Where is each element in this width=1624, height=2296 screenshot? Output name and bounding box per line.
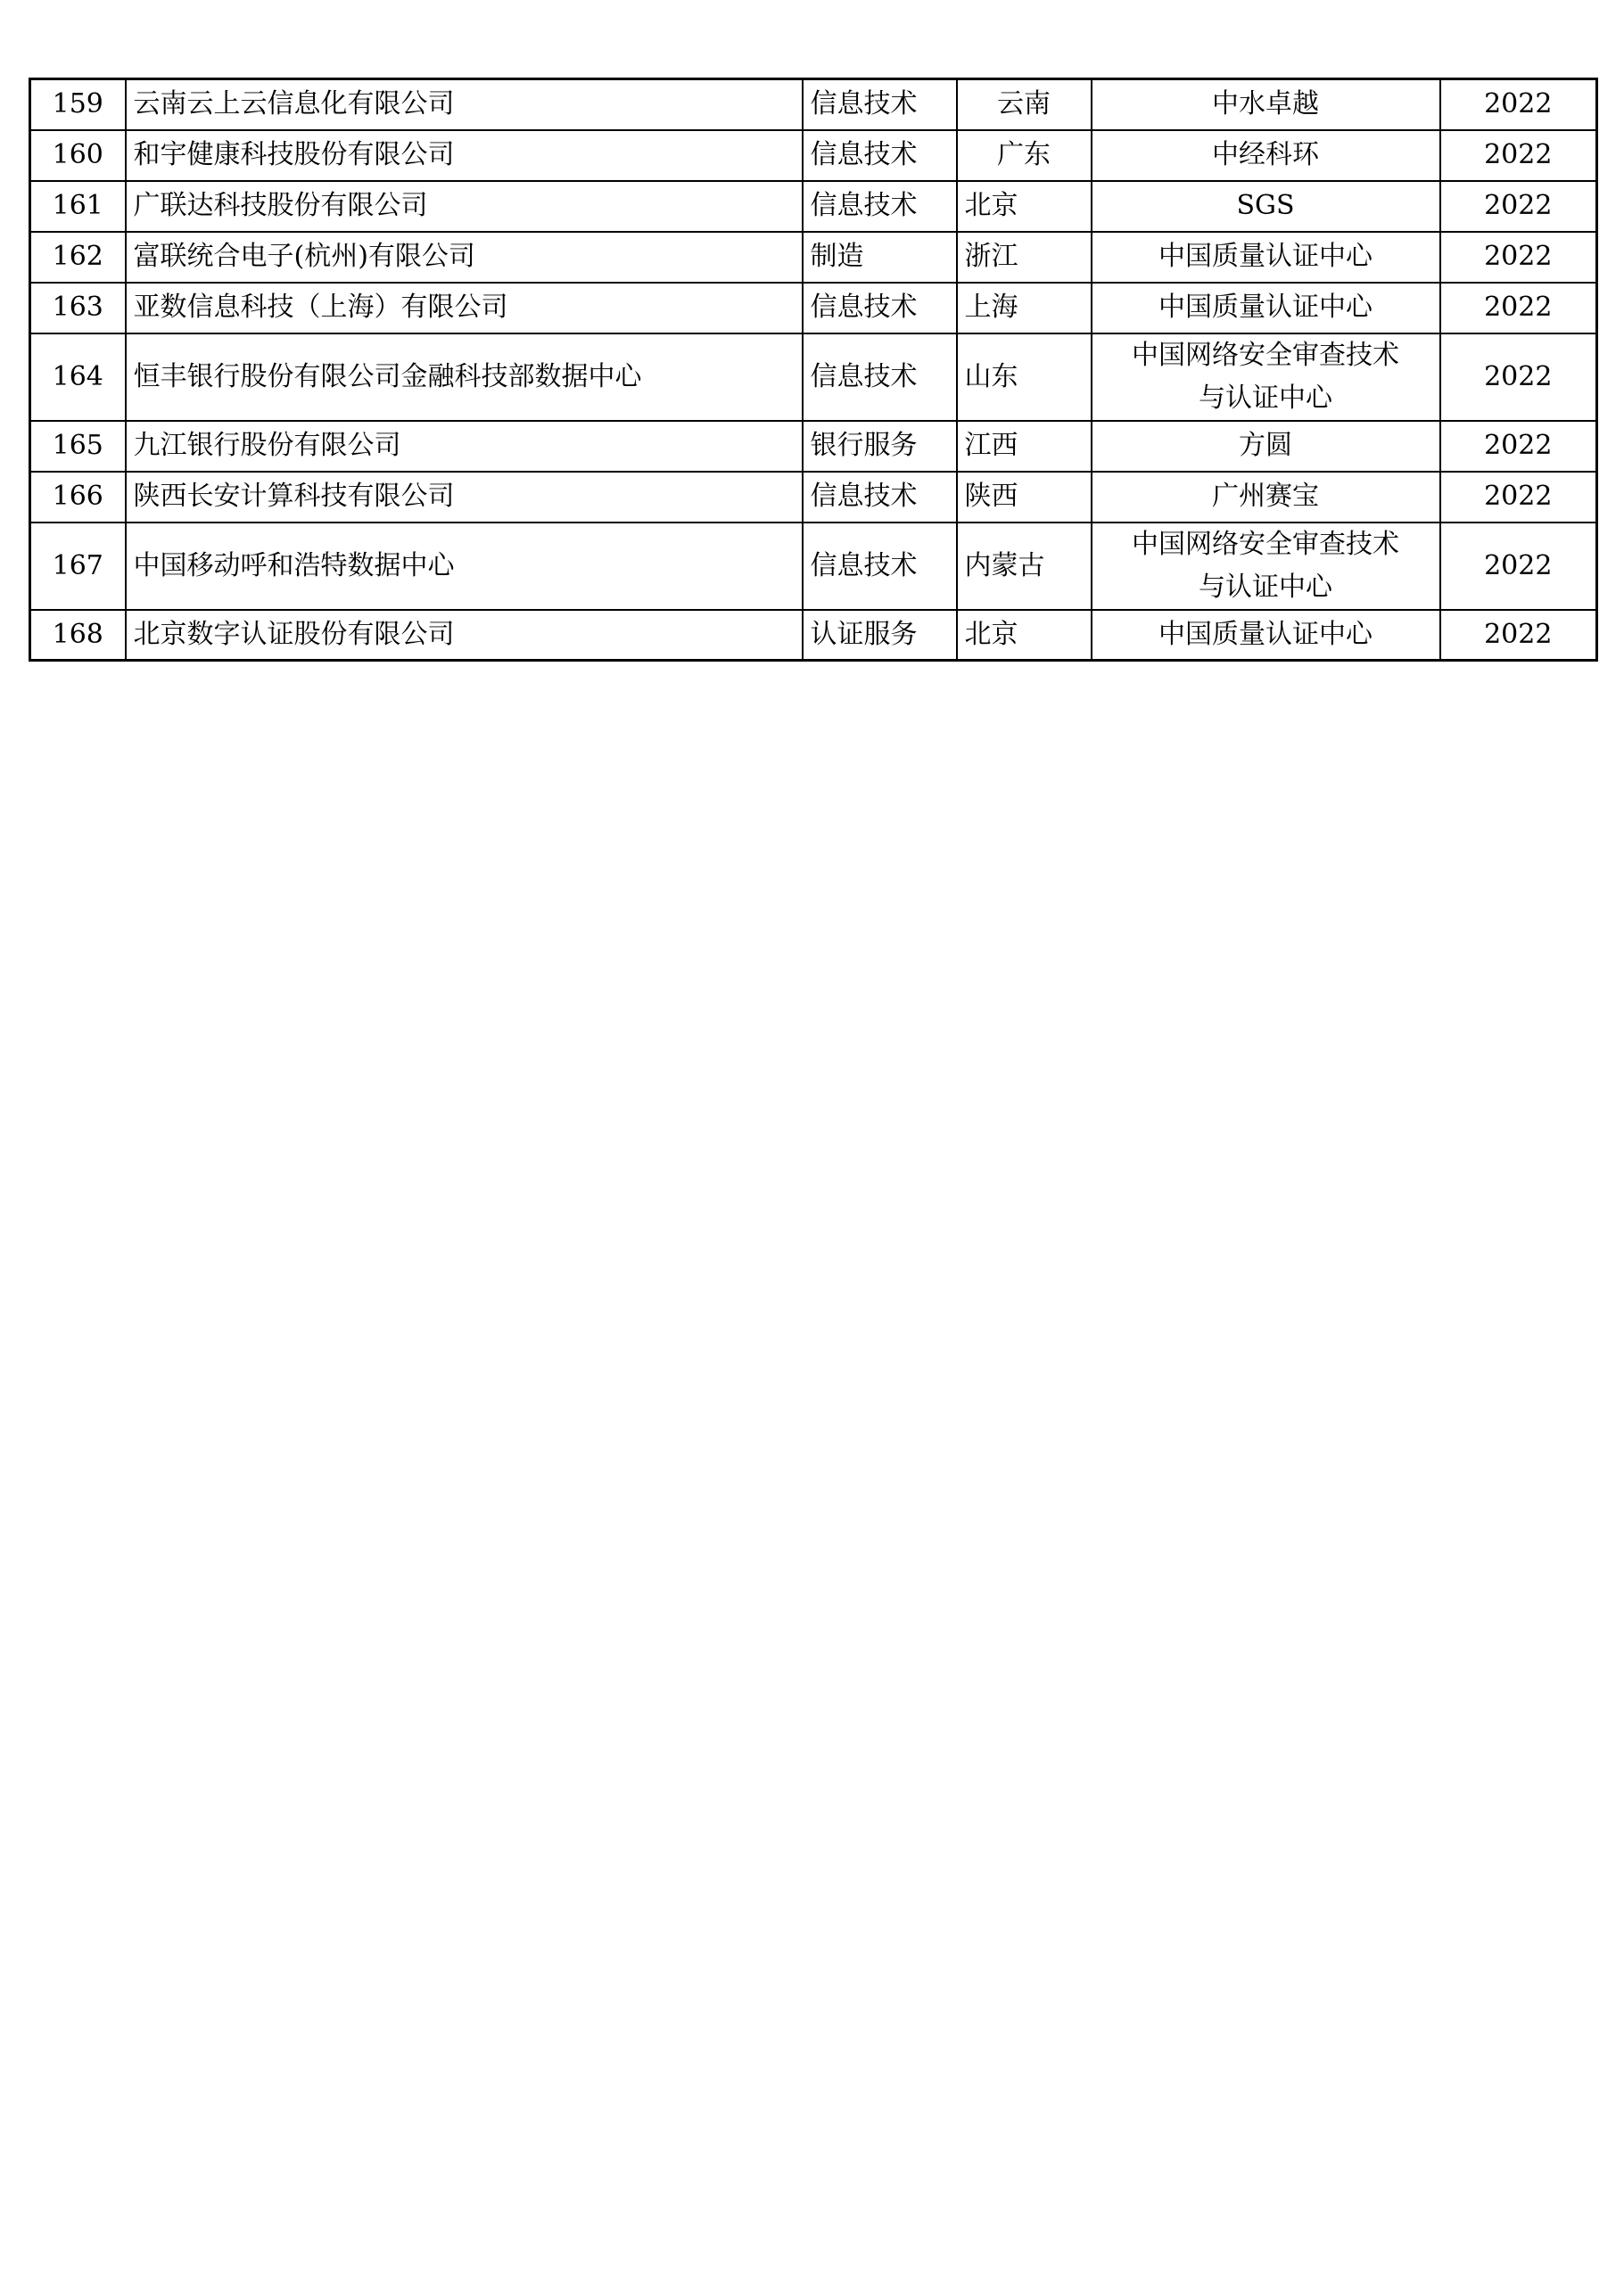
- industry: 信息技术: [803, 472, 957, 523]
- table-row: [30, 523, 1597, 610]
- table-row: [30, 181, 1597, 232]
- row-number: 167: [30, 523, 126, 610]
- region: 广东: [957, 130, 1092, 181]
- company-name: 和宇健康科技股份有限公司: [126, 130, 803, 181]
- company-name: 广联达科技股份有限公司: [126, 181, 803, 232]
- region: 山东: [957, 333, 1092, 421]
- region: 陕西: [957, 472, 1092, 523]
- year: 2022: [1440, 523, 1597, 610]
- certification-body: [1092, 333, 1440, 421]
- company-name: 亚数信息科技（上海）有限公司: [126, 283, 803, 333]
- region: 北京: [957, 181, 1092, 232]
- row-number: 160: [30, 130, 126, 181]
- year: 2022: [1440, 79, 1597, 130]
- year: 2022: [1440, 130, 1597, 181]
- company-name: 云南云上云信息化有限公司: [126, 79, 803, 130]
- row-number: 168: [30, 610, 126, 661]
- industry: 银行服务: [803, 421, 957, 472]
- certification-body: 中国质量认证中心: [1092, 610, 1440, 661]
- company-name: 北京数字认证股份有限公司: [126, 610, 803, 661]
- certification-table: [29, 78, 1598, 662]
- certification-body: SGS: [1092, 181, 1440, 232]
- certification-body: [1092, 523, 1440, 610]
- row-number: 163: [30, 283, 126, 333]
- table-row: [30, 472, 1597, 523]
- industry: 信息技术: [803, 333, 957, 421]
- industry: 制造: [803, 232, 957, 283]
- company-name: 九江银行股份有限公司: [126, 421, 803, 472]
- industry: 信息技术: [803, 79, 957, 130]
- region: 北京: [957, 610, 1092, 661]
- year: 2022: [1440, 232, 1597, 283]
- row-number: 166: [30, 472, 126, 523]
- certification-body-line: 中国网络安全审查技术: [1132, 339, 1399, 371]
- certification-body: 中水卓越: [1092, 79, 1440, 130]
- region: 浙江: [957, 232, 1092, 283]
- year: 2022: [1440, 283, 1597, 333]
- industry: 信息技术: [803, 283, 957, 333]
- row-number: 164: [30, 333, 126, 421]
- table-row: [30, 79, 1597, 130]
- company-name: 恒丰银行股份有限公司金融科技部数据中心: [126, 333, 803, 421]
- region: 江西: [957, 421, 1092, 472]
- table-row: [30, 232, 1597, 283]
- region: 云南: [957, 79, 1092, 130]
- certification-body: 中国质量认证中心: [1092, 283, 1440, 333]
- table-row: [30, 283, 1597, 333]
- industry: 信息技术: [803, 181, 957, 232]
- certification-body-line: 与认证中心: [1199, 571, 1332, 603]
- year: 2022: [1440, 181, 1597, 232]
- certification-body: 中经科环: [1092, 130, 1440, 181]
- certification-body: 广州赛宝: [1092, 472, 1440, 523]
- certification-body-line: 中国网络安全审查技术: [1132, 528, 1399, 560]
- company-name: 富联统合电子(杭州)有限公司: [126, 232, 803, 283]
- row-number: 165: [30, 421, 126, 472]
- certification-body: 中国质量认证中心: [1092, 232, 1440, 283]
- table-row: [30, 421, 1597, 472]
- region: 内蒙古: [957, 523, 1092, 610]
- industry: 信息技术: [803, 523, 957, 610]
- industry: 信息技术: [803, 130, 957, 181]
- row-number: 161: [30, 181, 126, 232]
- table-row: [30, 610, 1597, 661]
- year: 2022: [1440, 610, 1597, 661]
- region: 上海: [957, 283, 1092, 333]
- year: 2022: [1440, 333, 1597, 421]
- company-name: 中国移动呼和浩特数据中心: [126, 523, 803, 610]
- row-number: 159: [30, 79, 126, 130]
- certification-body-line: 与认证中心: [1199, 382, 1332, 414]
- company-name: 陕西长安计算科技有限公司: [126, 472, 803, 523]
- year: 2022: [1440, 421, 1597, 472]
- industry: 认证服务: [803, 610, 957, 661]
- table-row: [30, 130, 1597, 181]
- table-row: [30, 333, 1597, 421]
- certification-body: 方圆: [1092, 421, 1440, 472]
- row-number: 162: [30, 232, 126, 283]
- year: 2022: [1440, 472, 1597, 523]
